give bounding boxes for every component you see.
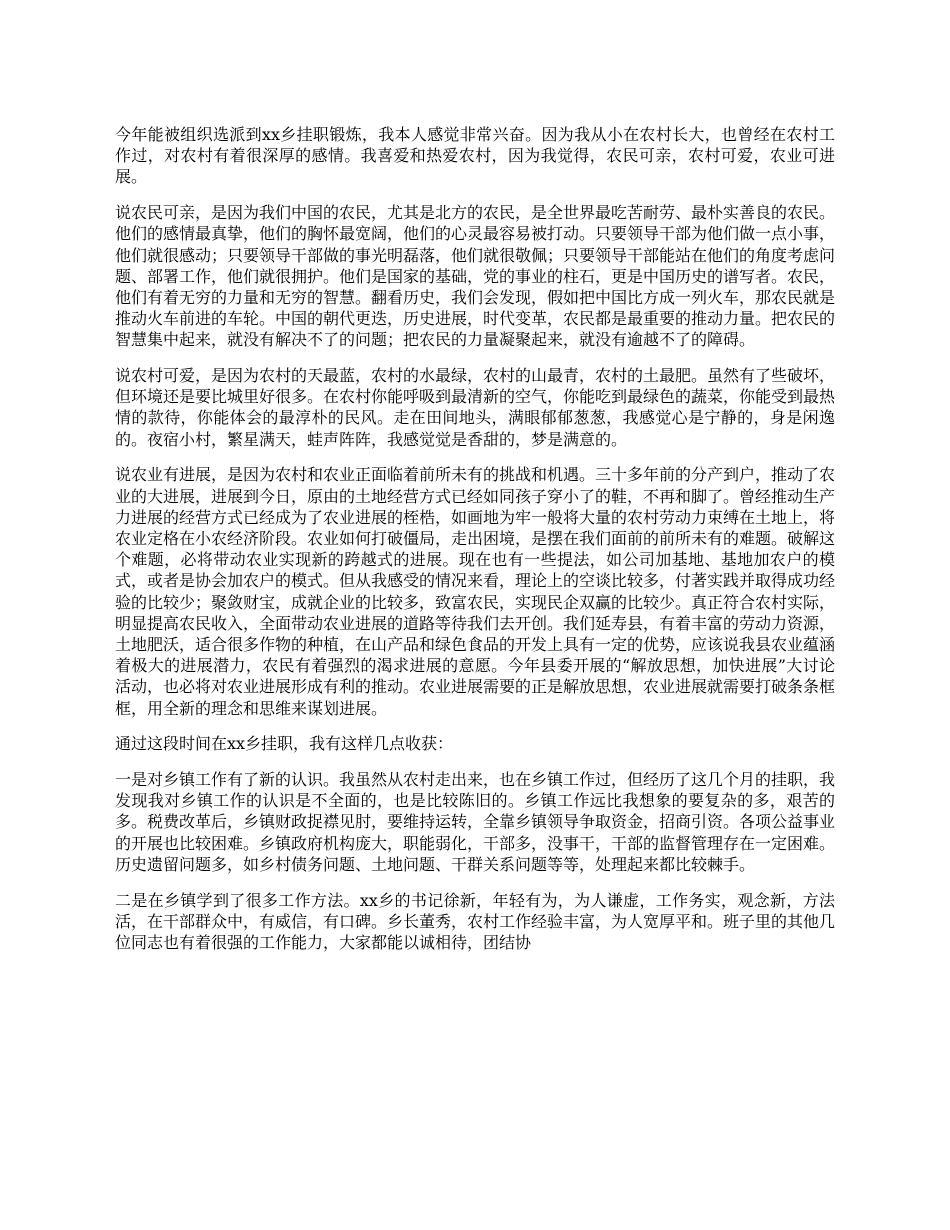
paragraph-farmers: 说农民可亲，是因为我们中国的农民，尤其是北方的农民，是全世界最吃苦耐劳、最朴实善良的农民。他们的感情最真挚，他们的胸怀最宽阔，他们的心灵最容易被打动。只要领导干部为他们做一点小事，他们就很感动；只要领导干部做的事光明磊落，他们就很敬佩；只要领导干部能站在他们的角度考虑问题、部署工作，他们就很拥护。他们是国家的基础，党的事业的柱石，更是中国历史的谱写者。农民，他们有着无穷的力量和无穷的智慧。翻看历史，我们会发现，假如把中国比方成一列火车，那农民就是推动火车前进的车轮。中国的朝代更迭，历史进展，时代变革，农民都是最重要的推动力量。把农民的智慧集中起来，就没有解决不了的问题；把农民的力量凝聚起来，就没有逾越不了的障碍。	[115, 203, 836, 350]
paragraph-agriculture: 说农业有进展，是因为农村和农业正面临着前所未有的挑战和机遇。三十多年前的分产到户，推动了农业的大进展，进展到今日，原由的土地经营方式已经如同孩子穿小了的鞋，不再和脚了。曾经推动生产力进展的经营方式已经成为了农业进展的桎梏，如画地为牢一般将大量的农村劳动力束缚在土地上，将农业定格在小农经济阶段。农业如何打破僵局，走出困境，是摆在我们面前的前所未有的难题。破解这个难题，必将带动农业实现新的跨越式的进展。现在也有一些提法，如公司加基地、基地加农户的模式，或者是协会加农户的模式。但从我感受的情况来看，理论上的空谈比较多，付著实践并取得成功经验的比较少；聚敛财宝，成就企业的比较多，致富农民，实现民企双赢的比较少。真正符合农村实际，明显提高农民收入，全面带动农业进展的道路等待我们去开创。我们延寿县，有着丰富的劳动力资源，土地肥沃，适合很多作物的种植，在山产品和绿色食品的开发上具有一定的优势，应该说我县农业蕴涵着极大的进展潜力，农民有着强烈的渴求进展的意愿。今年县委开展的“解放思想，加快进展”大讨论活动，也必将对农业进展形成有利的推动。农业进展需要的正是解放思想，农业进展就需要打破条条框框，用全新的理念和思维来谋划进展。	[115, 465, 836, 718]
paragraph-gains-intro: 通过这段时间在xx乡挂职，我有这样几点收获：	[115, 734, 454, 754]
paragraph-village: 说农村可爱，是因为农村的天最蓝，农村的水最绿，农村的山最青，农村的土最肥。虽然有了些破坏，但环境还是要比城里好很多。在农村你能呼吸到最清新的空气，你能吃到最绿色的蔬菜，你能受到最热情的款待，你能体会的最淳朴的民风。走在田间地头，满眼郁郁葱葱，我感觉心是宁静的，身是闲逸的。夜宿小村，繁星满天，蛙声阵阵，我感觉觉是香甜的，梦是满意的。	[115, 366, 836, 449]
paragraph-intro: 今年能被组织选派到xx乡挂职锻炼，我本人感觉非常兴奋。因为我从小在农村长大，也曾经在农村工作过，对农村有着很深厚的感情。我喜爱和热爱农村，因为我觉得，农民可亲，农村可爱，农业可进展。	[115, 125, 835, 187]
document-body	[115, 124, 835, 968]
paragraph-gain-one: 一是对乡镇工作有了新的认识。我虽然从农村走出来，也在乡镇工作过，但经历了这几个月的挂职，我发现我对乡镇工作的认识是不全面的，也是比较陈旧的。乡镇工作远比我想象的要复杂的多，艰苦的多。税费改革后，乡镇财政捉襟见肘，要维持运转，全靠乡镇领导争取资金，招商引资。各项公益事业的开展也比较困难。乡镇政府机构庞大，职能弱化，干部多，没事干，干部的监督管理存在一定困难。历史遗留问题多，如乡村债务问题、土地问题、干群关系问题等等，处理起来都比较棘手。	[115, 769, 836, 874]
paragraph-gain-two: 二是在乡镇学到了很多工作方法。xx乡的书记徐新，年轻有为，为人谦虚，工作务实，观念新，方法活，在干部群众中，有威信，有口碑。乡长董秀，农村工作经验丰富，为人宽厚平和。班子里的其他几位同志也有着很强的工作能力，大家都能以诚相待，团结协	[115, 890, 836, 952]
